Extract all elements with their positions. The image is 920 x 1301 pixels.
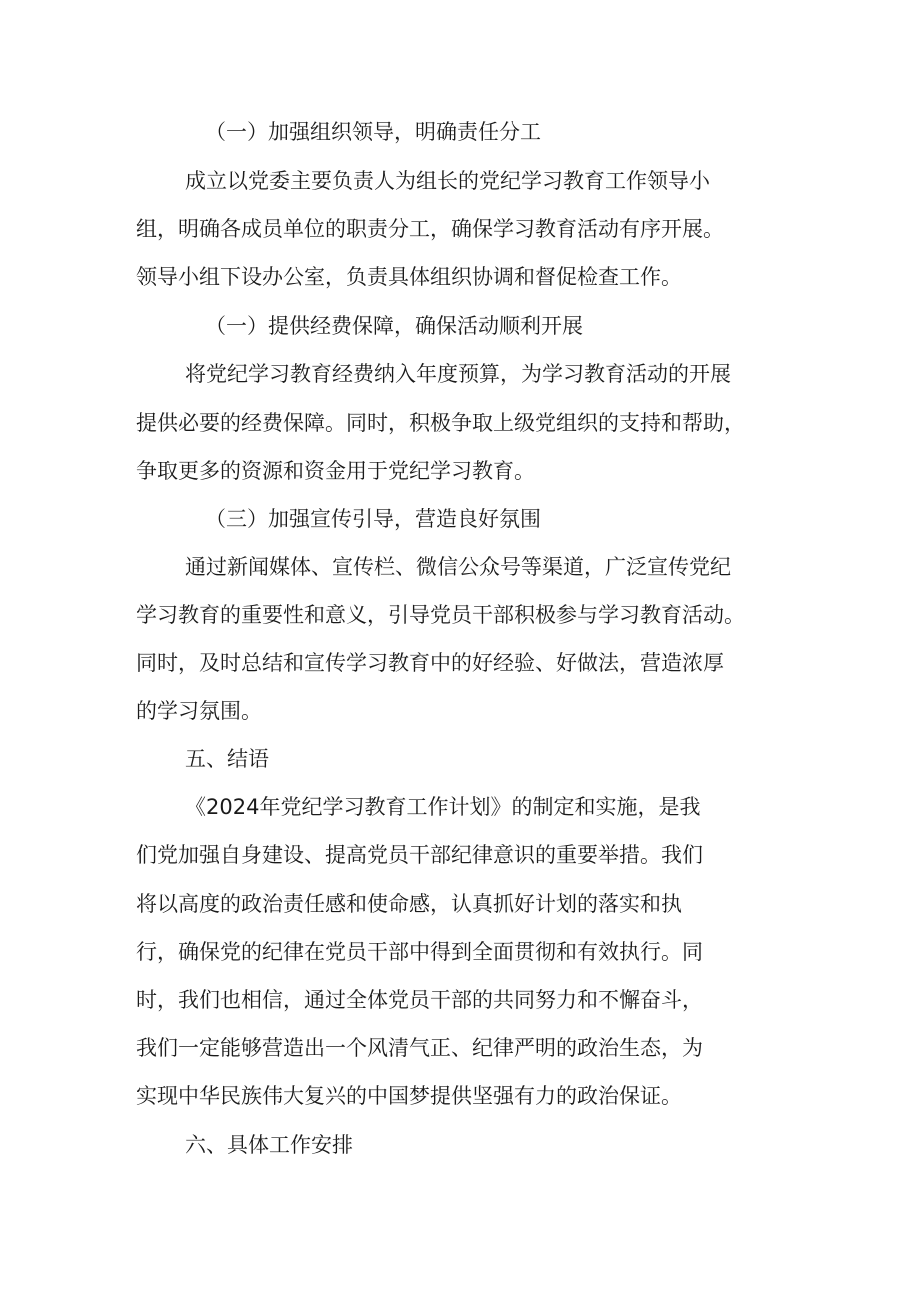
paragraph-line: 同时，及时总结和宣传学习教育中的好经验、好做法，营造浓厚 xyxy=(136,651,724,675)
paragraph-line: 将以高度的政治责任感和使命感，认真抓好计划的落实和执 xyxy=(136,892,682,916)
paragraph-line: 领导小组下设办公室，负责具体组织协调和督促检查工作。 xyxy=(136,265,682,289)
paragraph-line: 组，明确各成员单位的职责分工，确保学习教育活动有序开展。 xyxy=(136,217,724,241)
paragraph-line: 通过新闻媒体、宣传栏、微信公众号等渠道，广泛宣传党纪 xyxy=(185,555,731,579)
paragraph-line: 学习教育的重要性和意义，引导党员干部积极参与学习教育活动。 xyxy=(136,603,745,627)
paragraph-line: 成立以党委主要负责人为组长的党纪学习教育工作领导小 xyxy=(185,169,710,193)
section-heading: （一）加强组织领导，明确责任分工 xyxy=(205,120,541,144)
paragraph-line: 争取更多的资源和资金用于党纪学习教育。 xyxy=(136,459,535,483)
section-heading: （三）加强宣传引导，营造良好氛围 xyxy=(205,507,541,531)
paragraph-line: 的学习氛围。 xyxy=(136,699,262,723)
paragraph-line: 实现中华民族伟大复兴的中国梦提供坚强有力的政治保证。 xyxy=(136,1084,682,1108)
section-heading: 六、具体工作安排 xyxy=(185,1133,353,1157)
paragraph-line: 时，我们也相信，通过全体党员干部的共同努力和不懈奋斗， xyxy=(136,988,703,1012)
paragraph-line: 行，确保党的纪律在党员干部中得到全面贯彻和有效执行。同 xyxy=(136,940,703,964)
section-heading: （一）提供经费保障，确保活动顺利开展 xyxy=(205,314,583,338)
paragraph-line: 提供必要的经费保障。同时，积极争取上级党组织的支持和帮助， xyxy=(136,411,745,435)
paragraph-line: 《2024年党纪学习教育工作计划》的制定和实施，是我 xyxy=(185,795,701,819)
paragraph-line: 我们一定能够营造出一个风清气正、纪律严明的政治生态，为 xyxy=(136,1036,703,1060)
paragraph-line: 们党加强自身建设、提高党员干部纪律意识的重要举措。我们 xyxy=(136,843,703,867)
paragraph-line: 将党纪学习教育经费纳入年度预算，为学习教育活动的开展 xyxy=(185,362,731,386)
section-heading: 五、结语 xyxy=(185,747,269,771)
